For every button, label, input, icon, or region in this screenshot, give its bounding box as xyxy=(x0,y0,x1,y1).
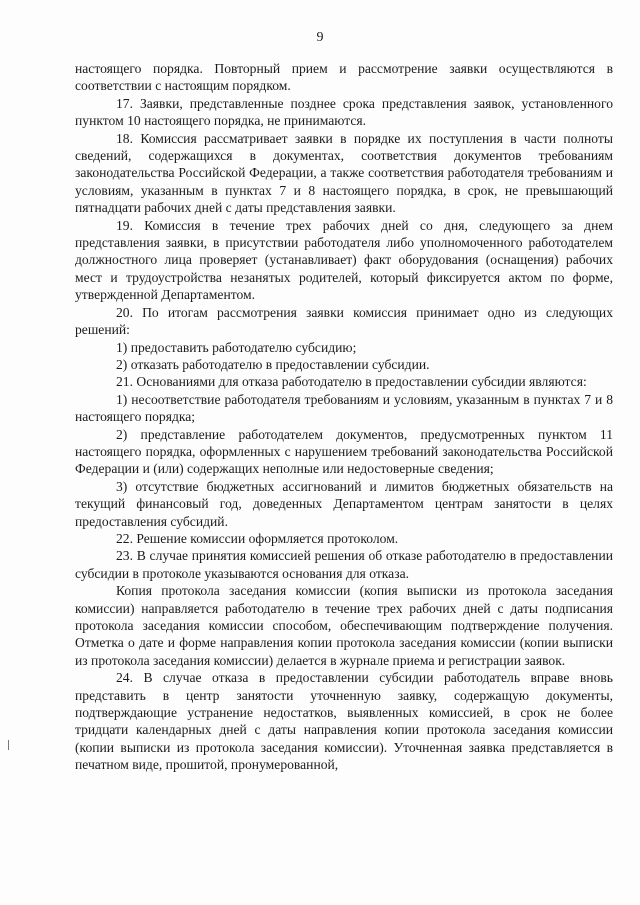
paragraph: 17. Заявки, представленные позднее срока представления заявок, установленного пунктом 10 настоящего порядка, не принимаются. xyxy=(75,95,613,129)
paragraph: настоящего порядка. Повторный прием и рассмотрение заявки осуществляются в соответствии с настоящим порядком. xyxy=(75,61,613,94)
page-number: 9 xyxy=(316,30,324,45)
paragraph: 24. В случае отказа в предоставлении субсидии работодатель вправе вновь представить в центр занятости уточненную заявку, содержащую документы, подтверждающие устранение недостатков, выявленных комиссией, в срок не более тридцати календарных дней с даты направления копии протокола заседания комиссии (копии выписки из протокола заседания комиссии). Уточненная заявка представляется в печатном виде, прошитой, пронумерованной, xyxy=(75,670,613,773)
margin-mark xyxy=(8,740,9,750)
paragraph: 2) представление работодателем документов, предусмотренных пунктом 11 настоящего порядка, оформленных с нарушением требований законодательства Российской Федерации и (или) содержащих неполные или недостоверные сведения; xyxy=(75,426,613,477)
paragraph: 22. Решение комиссии оформляется протоколом. xyxy=(116,530,399,546)
paragraph: 19. Комиссия в течение трех рабочих дней со дня, следующего за днем представления заявки, в присутствии работодателя либо уполномоченного работодателем должностного лица проверяет (устанавливает) факт оборудования (оснащения) рабочих мест и трудоустройства незанятых родителей, который фиксируется актом по форме, утвержденной Департаментом. xyxy=(75,217,613,303)
paragraph: 1) несоответствие работодателя требованиям и условиям, указанным в пунктах 7 и 8 настоящего порядка; xyxy=(75,391,613,425)
paragraph: 1) предоставить работодателю субсидию; xyxy=(116,339,357,355)
paragraph: 20. По итогам рассмотрения заявки комиссия принимает одно из следующих решений: xyxy=(75,304,613,338)
paragraph: 21. Основаниями для отказа работодателю в предоставлении субсидии являются: xyxy=(116,374,587,390)
paragraph: 18. Комиссия рассматривает заявки в порядке их поступления в части полноты сведений, содержащихся в документах, соответствия документов требованиям законодательства Российской Федерации, а также соответствия работодателя требованиям и условиям, указанным в пунктах 7 и 8 настоящего порядка, в срок, не превышающий пятнадцати рабочих дней с даты представления заявки. xyxy=(75,130,613,216)
paragraph: Копия протокола заседания комиссии (копия выписки из протокола заседания комиссии) направляется работодателю в течение трех рабочих дней с даты подписания протокола заседания комиссии способом, обеспечивающим подтверждение получения. Отметка о дате и форме направления копии протокола заседания комиссии (копии выписки из протокола заседания комиссии) делается в журнале приема и регистрации заявок. xyxy=(75,583,613,668)
paragraph: 2) отказать работодателю в предоставлении субсидии. xyxy=(116,356,430,372)
paragraph: 3) отсутствие бюджетных ассигнований и лимитов бюджетных обязательств на текущий финансовый год, доведенных Департаментом центрам занятости в целях предоставления субсидий. xyxy=(75,478,613,529)
document-body xyxy=(75,60,613,774)
paragraph: 23. В случае принятия комиссией решения об отказе работодателю в предоставлении субсидии в протоколе указываются основания для отказа. xyxy=(75,548,613,581)
